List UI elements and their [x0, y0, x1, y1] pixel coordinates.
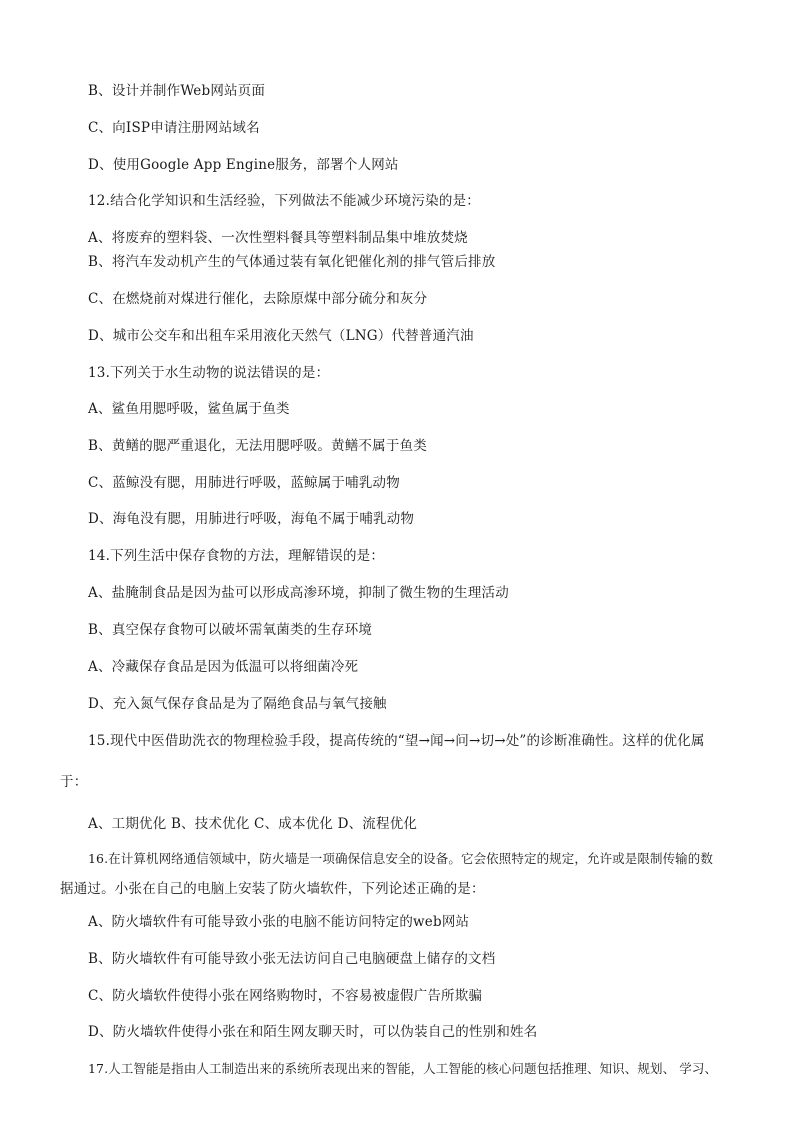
- option-14-a: A、盐腌制食品是因为盐可以形成高渗环境，抑制了微生物的生理活动: [88, 585, 509, 601]
- question-17: 17.人工智能是指由人工制造出来的系统所表现出来的智能，人工智能的核心问题包括推理、知识、规划、 学习、: [88, 1061, 718, 1076]
- question-16-continued: 据通过。小张在自己的电脑上安装了防火墙软件，下列论述正确的是：: [60, 881, 485, 897]
- question-14: 14.下列生活中保存食物的方法，理解错误的是：: [88, 548, 385, 564]
- option-11-c: C、向ISP申请注册网站域名: [88, 120, 260, 136]
- option-12-c: C、在燃烧前对煤进行催化，去除原煤中部分硫分和灰分: [88, 291, 428, 307]
- question-13: 13.下列关于水生动物的说法错误的是：: [88, 365, 330, 381]
- option-13-a: A、鲨鱼用腮呼吸，鲨鱼属于鱼类: [88, 401, 290, 417]
- question-15-continued: 于：: [60, 774, 88, 790]
- question-16: 16.在计算机网络通信领域中，防火墙是一项确保信息安全的设备。它会依照特定的规定，允许或是限制传输的数: [88, 851, 713, 866]
- option-14-b: B、真空保存食物可以破坏需氧菌类的生存环境: [88, 622, 373, 638]
- option-12-a: A、将废弃的塑料袋、一次性塑料餐具等塑料制品集中堆放焚烧: [88, 230, 468, 246]
- option-11-d: D、使用Google App Engine服务，部署个人网站: [88, 157, 399, 173]
- option-11-b: B、设计并制作Web网站页面: [88, 83, 266, 99]
- option-12-d: D、城市公交车和出租车采用液化天然气（LNG）代替普通汽油: [88, 328, 474, 344]
- option-16-d: D、防火墙软件使得小张在和陌生网友聊天时，可以伪装自己的性别和姓名: [88, 1024, 538, 1040]
- option-13-d: D、海龟没有腮，用肺进行呼吸，海龟不属于哺乳动物: [88, 511, 415, 527]
- option-12-b: B、将汽车发动机产生的气体通过装有氧化钯催化剂的排气管后排放: [88, 254, 496, 270]
- option-13-b: B、黄鳝的腮严重退化，无法用腮呼吸。黄鳝不属于鱼类: [88, 438, 427, 454]
- option-16-c: C、防火墙软件使得小张在网络购物时，不容易被虚假广告所欺骗: [88, 988, 483, 1004]
- question-15: 15.现代中医借助洗衣的物理检验手段，提高传统的“望→闻→问→切→处”的诊断准确性。这样的优化属: [88, 733, 705, 749]
- option-16-b: B、防火墙软件有可能导致小张无法访问自己电脑硬盘上储存的文档: [88, 951, 496, 967]
- option-14-d: D、充入氮气保存食品是为了隔绝食品与氧气接触: [88, 696, 387, 712]
- option-14-c: A、冷藏保存食品是因为低温可以将细菌冷死: [88, 659, 359, 675]
- option-13-c: C、蓝鲸没有腮，用肺进行呼吸，蓝鲸属于哺乳动物: [88, 475, 400, 491]
- option-16-a: A、防火墙软件有可能导致小张的电脑不能访问特定的web网站: [88, 914, 470, 930]
- options-15: A、工期优化 B、技术优化 C、成本优化 D、流程优化: [88, 816, 418, 832]
- question-12: 12.结合化学知识和生活经验，下列做法不能减少环境污染的是：: [88, 193, 480, 209]
